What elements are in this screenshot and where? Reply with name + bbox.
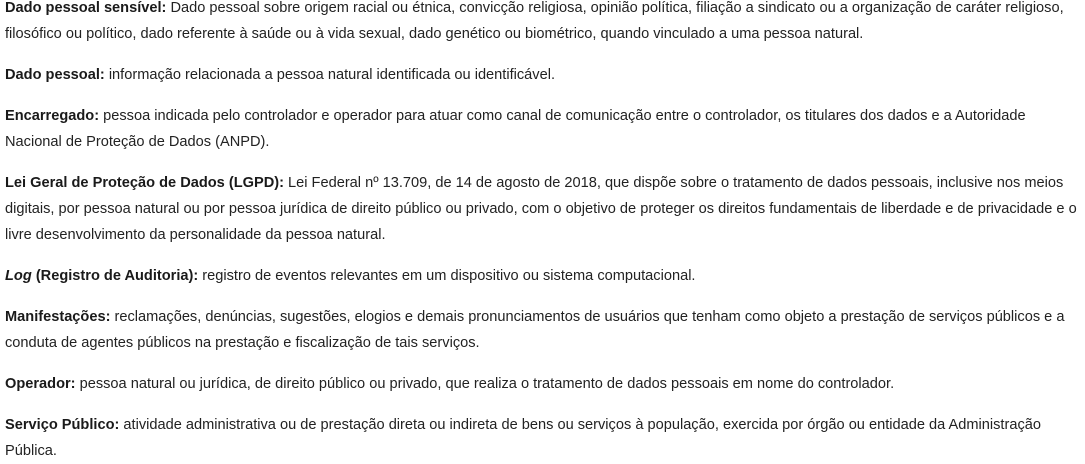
definition-term: Operador: — [5, 376, 76, 392]
definition-term: Dado pessoal sensível: — [5, 0, 167, 16]
definition-term: Manifestações: — [5, 309, 111, 325]
definition-term-rest: (Registro de Auditoria): — [35, 268, 199, 284]
definition-term — [5, 268, 198, 284]
definition-term: Dado pessoal: — [5, 67, 105, 83]
definition-text: reclamações, denúncias, sugestões, elogios e demais pronunciamentos de usuários que tenham como objeto a prestação de serviços públicos e a conduta de agentes públicos na prestação e fiscalização de tais serviços. — [5, 309, 1065, 351]
definition-text: pessoa indicada pelo controlador e operador para atuar como canal de comunicação entre o controlador, os titulares dos dados e a Autoridade Nacional de Proteção de Dados (ANPD). — [5, 108, 1026, 150]
definition-log — [5, 263, 1079, 289]
definition-text: registro de eventos relevantes em um dispositivo ou sistema computacional. — [202, 268, 696, 284]
definition-text: Dado pessoal sobre origem racial ou étnica, convicção religiosa, opinião política, filiação a sindicato ou a organização de caráter religioso, filosófico ou político, dado referente à saúde ou à vida sexual, dado genético ou biométrico, quando vinculado a uma pessoa natural. — [5, 0, 1064, 42]
definition-text: pessoa natural ou jurídica, de direito público ou privado, que realiza o tratamento de dados pessoais em nome do controlador. — [79, 376, 895, 392]
definition-operador — [5, 371, 1079, 397]
definition-dado-pessoal — [5, 62, 1079, 88]
definition-servico-publico — [5, 412, 1079, 464]
definition-manifestacoes — [5, 304, 1079, 356]
definition-term: Serviço Público: — [5, 417, 120, 433]
definition-term: Lei Geral de Proteção de Dados (LGPD): — [5, 175, 284, 191]
definition-text: Lei Federal nº 13.709, de 14 de agosto de 2018, que dispõe sobre o tratamento de dados pessoais, inclusive nos meios digitais, por pessoa natural ou por pessoa jurídica de direito público ou privado, com o objetivo de proteger os direitos fundamentais de liberdade e de privacidade e o livre desenvolvimento da personalidade da pessoa natural. — [5, 175, 1077, 243]
definition-lgpd — [5, 170, 1079, 248]
definition-term-italic: Log — [5, 268, 32, 284]
definition-text: atividade administrativa ou de prestação direta ou indireta de bens ou serviços à população, exercida por órgão ou entidade da Administração Pública. — [5, 417, 1041, 459]
definition-term: Encarregado: — [5, 108, 100, 124]
definition-dado-pessoal-sensivel — [5, 0, 1079, 47]
definition-encarregado — [5, 103, 1079, 155]
definition-text: informação relacionada a pessoa natural identificada ou identificável. — [108, 67, 556, 83]
